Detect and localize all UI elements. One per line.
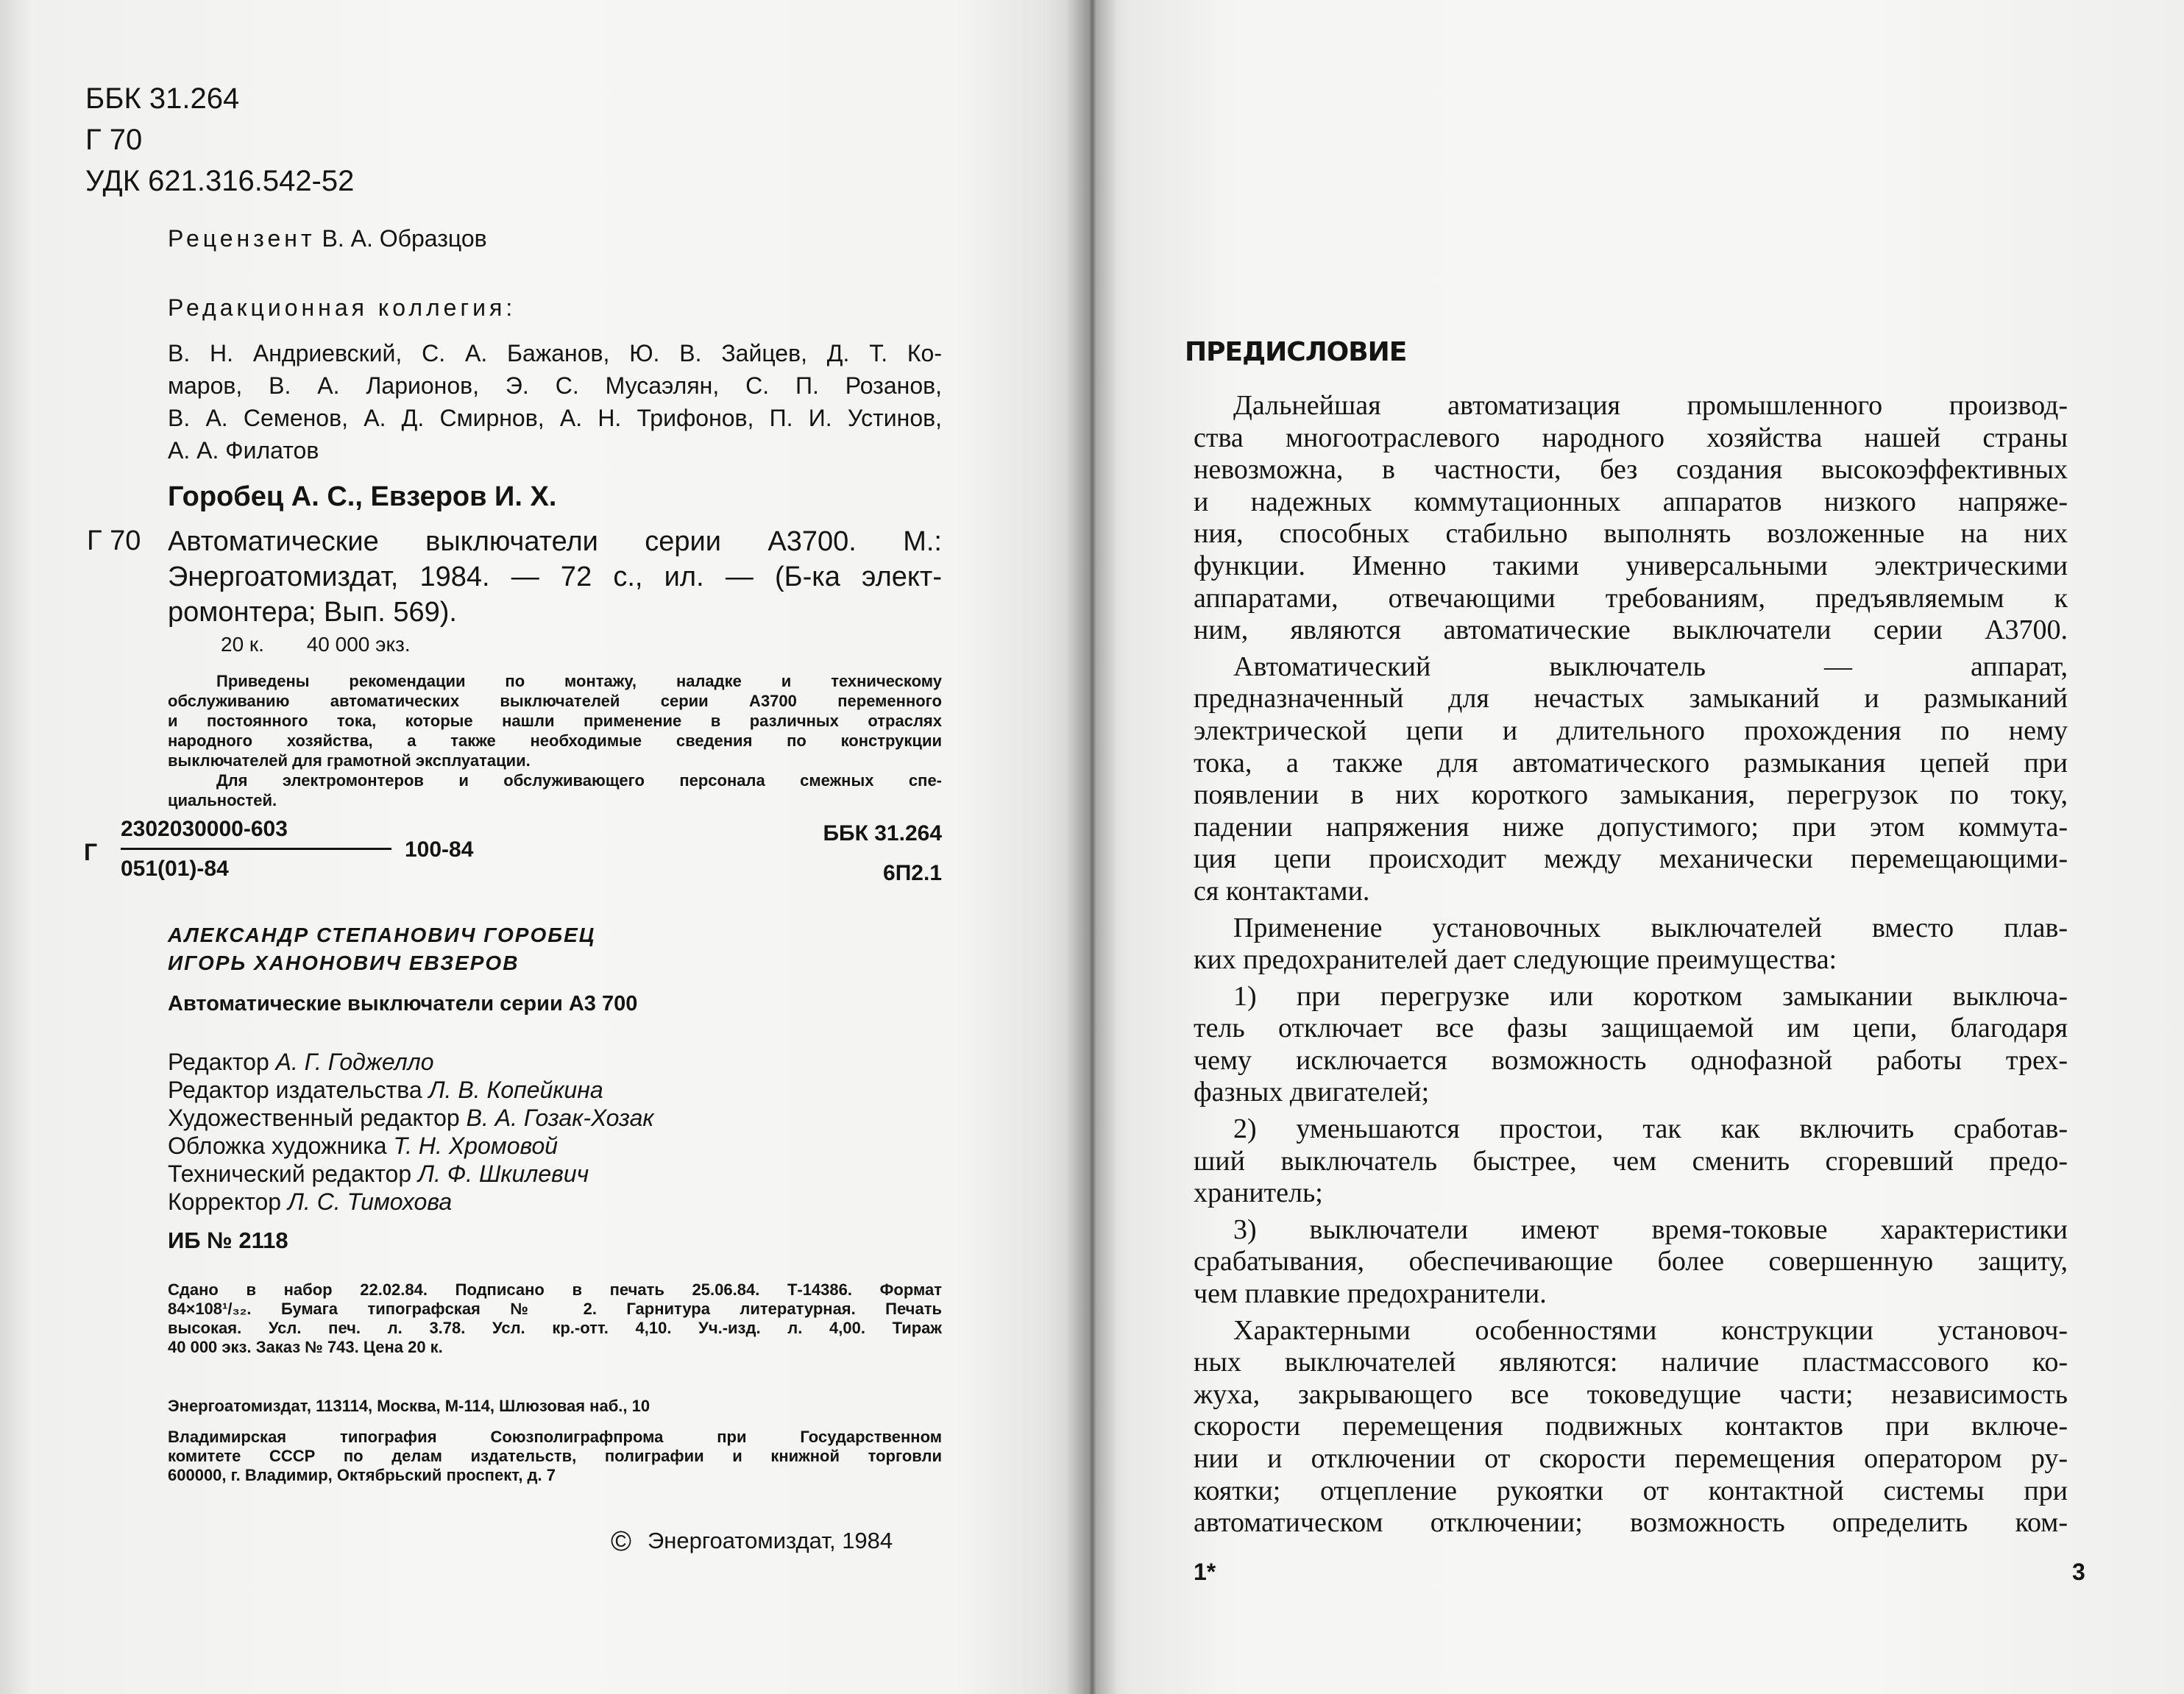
board-line: В. Н. Андриевский, С. А. Бажанов, Ю. В. Зайцев, Д. Т. Ко-	[168, 340, 942, 366]
copyright	[611, 1526, 893, 1558]
index-bbk: ББК 31.264	[823, 821, 942, 846]
reviewer-name: В. А. Образцов	[322, 225, 487, 252]
ib-number: ИБ № 2118	[168, 1227, 288, 1253]
credit-row	[168, 1132, 653, 1160]
preface-line: автоматическом отключении; возможность определить ком-	[1194, 1507, 2068, 1539]
price: 20 к.	[221, 633, 264, 656]
preface-line: Применение установочных выключателей вместо плав-	[1233, 912, 2068, 943]
credit-row	[168, 1076, 653, 1104]
biblio-line: Автоматические выключатели серии А3700. М.:	[168, 526, 942, 557]
credit-row	[168, 1104, 653, 1132]
credit-role: Редактор	[168, 1049, 269, 1075]
bbk-code: ББК 31.264	[85, 82, 240, 115]
preface-paragraph	[1194, 390, 2068, 647]
author-full-names	[168, 921, 595, 977]
annotation-line: Приведены рекомендации по монтажу, наладке и техническому	[216, 672, 942, 690]
index-code: 6П2.1	[883, 861, 942, 885]
annotation-line: народного хозяйства, а также необходимые сведения по конструкции	[168, 731, 942, 750]
preface-line: ства многоотраслевого народного хозяйства нашей страны	[1194, 422, 2068, 453]
biblio-line: Энергоатомиздат, 1984. — 72 с., ил. — (Б-ка элект-	[168, 561, 942, 592]
preface-line: ция цепи происходит между механически перемещающими-	[1194, 843, 2068, 875]
preface-line: жуха, закрывающего все токоведущие части; независимость	[1194, 1378, 2068, 1410]
classification-codes	[85, 78, 354, 202]
preface-line: хранитель;	[1194, 1177, 1323, 1209]
preface-line: функции. Именно такими универсальными электрическими	[1194, 550, 2068, 581]
preface-line: Характерными особенностями конструкции установоч-	[1233, 1314, 2068, 1346]
credit-name: Л. В. Копейкина	[428, 1077, 603, 1103]
index-formula	[84, 817, 945, 898]
preface-heading: ПРЕДИСЛОВИЕ	[1185, 337, 1407, 367]
board-line: А. А. Филатов	[168, 437, 319, 464]
authors: Горобец А. С., Евзеров И. Х.	[168, 481, 557, 512]
copyright-text: Энергоатомиздат, 1984	[648, 1528, 893, 1553]
preface-paragraph	[1194, 1315, 2068, 1539]
credit-name: А. Г. Годжелло	[275, 1049, 434, 1075]
preface-line: падении напряжения ниже допустимого; при этом коммута-	[1194, 811, 2068, 843]
book-gutter	[1066, 0, 1117, 1694]
credit-row	[168, 1160, 653, 1188]
author-full-name: АЛЕКСАНДР СТЕПАНОВИЧ ГОРОБЕЦ	[168, 924, 596, 946]
index-prefix: Г	[84, 839, 98, 865]
preface-paragraph	[1194, 912, 2068, 977]
index-denominator: 051(01)-84	[121, 857, 229, 881]
annotation-line: циальностей.	[168, 791, 277, 809]
fraction-bar	[121, 848, 391, 850]
editorial-board-members	[168, 337, 942, 467]
credit-role: Технический редактор	[168, 1160, 412, 1187]
annotation-line: выключателей для грамотной эксплуатации.	[168, 751, 531, 770]
print-info-line: высокая. Усл. печ. л. 3.78. Усл. кр.-отт. 4,10. Уч.-изд. л. 4,00. Тираж	[168, 1319, 942, 1337]
preface-line: тель отключает все фазы защищаемой им цепи, благодаря	[1194, 1013, 2068, 1044]
print-info-line: Сдано в набор 22.02.84. Подписано в печать 25.06.84. Т-14386. Формат	[168, 1280, 942, 1299]
bibliographic-description	[168, 524, 942, 630]
credit-name: Л. Ф. Шкилевич	[418, 1160, 589, 1187]
preface-line: ся контактами.	[1194, 875, 1370, 907]
index-numerator: 2302030000-603	[121, 817, 288, 841]
board-line: маров, В. А. Ларионов, Э. С. Мусаэлян, С. П. Розанов,	[168, 372, 942, 399]
reviewer	[168, 225, 487, 252]
credit-role: Художественный редактор	[168, 1105, 460, 1131]
catalog-code: Г 70	[85, 124, 143, 156]
preface-line: чем плавкие предохранители.	[1194, 1278, 1547, 1310]
preface-line: электрической цепи и длительного прохождения по нему	[1194, 715, 2068, 746]
book-title: Автоматические выключатели серии А3 700	[168, 992, 638, 1016]
preface-line: нии и отключении от скорости перемещения оператором ру-	[1194, 1443, 2068, 1474]
preface-line: аппаратами, отвечающими требованиям, предъявляемым к	[1194, 582, 2068, 614]
price-and-run	[221, 633, 411, 656]
author-full-name: ИГОРЬ ХАНОНОВИЧ ЕВЗЕРОВ	[168, 951, 520, 974]
preface-line: предназначенный для нечастых замыканий и размыканий	[1194, 683, 2068, 715]
left-page	[0, 0, 1085, 1694]
preface-paragraph	[1194, 651, 2068, 908]
signature-mark: 1*	[1194, 1559, 1216, 1585]
preface-line: чему исключается возможность однофазной работы трех-	[1194, 1044, 2068, 1076]
printing-house-line: Владимирская типография Союзполиграфпрома при Государственном	[168, 1428, 942, 1446]
credit-row	[168, 1048, 653, 1076]
credit-role: Корректор	[168, 1188, 282, 1215]
preface-line: ких предохранителей дает следующие преимущества:	[1194, 944, 1837, 976]
print-run: 40 000 экз.	[306, 633, 411, 656]
print-info	[168, 1280, 942, 1357]
preface-line: фазных двигателей;	[1194, 1077, 1430, 1108]
preface-paragraph	[1194, 981, 2068, 1109]
publisher-address: Энергоатомиздат, 113114, Москва, М-114, Шлюзовая наб., 10	[168, 1397, 650, 1415]
preface-line: ния, способных стабильно выполнять возложенные на них	[1194, 518, 2068, 550]
preface-line: 2) уменьшаются простои, так как включить сработав-	[1233, 1113, 2068, 1145]
annotation-line: Для электромонтеров и обслуживающего персонала смежных спе-	[216, 771, 942, 790]
credit-row	[168, 1188, 653, 1216]
preface-line: 1) при перегрузке или коротком замыкании выключа-	[1233, 980, 2068, 1012]
credit-role: Редактор издательства	[168, 1077, 422, 1103]
printing-house-line: 600000, г. Владимир, Октябрьский проспект, д. 7	[168, 1466, 556, 1484]
board-line: В. А. Семенов, А. Д. Смирнов, А. Н. Трифонов, П. И. Устинов,	[168, 405, 942, 431]
annotation-line: обслуживанию автоматических выключателей серии А3700 переменного	[168, 692, 942, 710]
preface-line: невозможна, в частности, без создания высокоэффективных	[1194, 454, 2068, 486]
right-page	[1085, 0, 2184, 1694]
preface-paragraph	[1194, 1214, 2068, 1311]
printing-house	[168, 1428, 942, 1485]
credit-name: В. А. Гозак-Хозак	[466, 1105, 654, 1131]
preface-line: тока, а также для автоматического размыкания цепей при	[1194, 747, 2068, 779]
preface-body	[1194, 390, 2068, 1539]
annotation-line: и постоянного тока, которые нашли применение в различных отраслях	[168, 712, 942, 730]
preface-line: срабатывания, обеспечивающие более совершенную защиту,	[1194, 1246, 2068, 1277]
preface-line: появлении в них короткого замыкания, перегрузок по току,	[1194, 779, 2068, 811]
annotation	[168, 671, 942, 810]
preface-line: 3) выключатели имеют время-токовые характеристики	[1233, 1213, 2068, 1245]
biblio-line: ромонтера; Вып. 569).	[168, 597, 457, 628]
copyright-icon: ©	[611, 1526, 631, 1557]
index-suffix: 100-84	[405, 837, 474, 862]
preface-line: ним, являются автоматические выключатели серии А3700.	[1194, 614, 2068, 646]
editorial-board-label: Редакционная коллегия:	[168, 294, 517, 321]
preface-line: Автоматический выключатель — аппарат,	[1233, 651, 2068, 682]
credit-name: Л. С. Тимохова	[287, 1188, 453, 1215]
catalog-mark: Г 70	[87, 525, 141, 556]
udk-code: УДК 621.316.542-52	[85, 165, 355, 197]
preface-line: Дальнейшая автоматизация промышленного производ-	[1233, 390, 2068, 421]
preface-line: коятки; отцепление рукоятки от контактной системы при	[1194, 1475, 2068, 1506]
page-number: 3	[2072, 1559, 2085, 1585]
preface-line: ший выключатель быстрее, чем сменить сгоревший предо-	[1194, 1145, 2068, 1177]
preface-line: скорости перемещения подвижных контактов при включе-	[1194, 1411, 2068, 1442]
printing-house-line: комитете СССР по делам издательств, полиграфии и книжной торговли	[168, 1447, 942, 1465]
reviewer-label: Рецензент	[168, 225, 316, 252]
print-info-line: 40 000 экз. Заказ № 743. Цена 20 к.	[168, 1338, 443, 1356]
credit-name: Т. Н. Хромовой	[393, 1133, 559, 1159]
credits-list	[168, 1048, 653, 1216]
print-info-line: 84×108¹/₃₂. Бумага типографская № 2. Гарнитура литературная. Печать	[168, 1300, 942, 1318]
preface-line: ных выключателей являются: наличие пластмассового ко-	[1194, 1347, 2068, 1378]
preface-paragraph	[1194, 1113, 2068, 1210]
preface-line: и надежных коммутационных аппаратов низкого напряже-	[1194, 486, 2068, 517]
credit-role: Обложка художника	[168, 1133, 387, 1159]
